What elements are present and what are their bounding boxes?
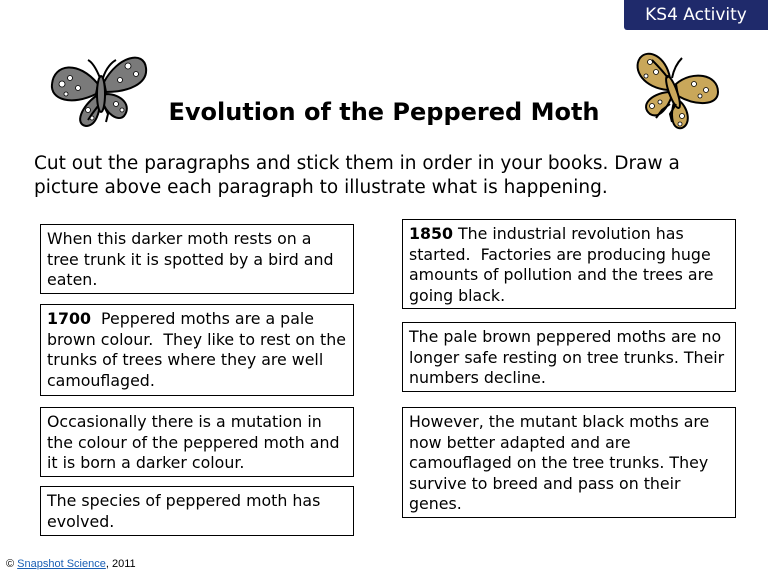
card-mutant-adapted: [402, 407, 736, 518]
card-pale-not-safe: [402, 322, 736, 392]
page-title: Evolution of the Peppered Moth: [168, 98, 600, 126]
activity-badge: KS4 Activity: [624, 0, 768, 30]
card-text: The pale brown peppered moths are no longer safe resting on tree trunks. Their numbers decline.: [409, 327, 725, 387]
snapshot-science-link[interactable]: Snapshot Science: [17, 558, 106, 570]
copyright-footer: [6, 558, 136, 570]
card-text: Occasionally there is a mutation in the colour of the peppered moth and it is born a darker colour.: [47, 412, 340, 472]
card-darker-moth: [40, 224, 354, 294]
pale-moth-icon: [622, 44, 722, 134]
card-text: When this darker moth rests on a tree trunk it is spotted by a bird and eaten.: [47, 229, 334, 289]
copyright-prefix: ©: [6, 558, 18, 570]
card-year: 1850: [409, 224, 453, 243]
card-evolved: [40, 486, 354, 536]
card-text: However, the mutant black moths are now better adapted and are camouflaged on the tree trunks. They survive to breed and pass on their genes.: [409, 412, 710, 513]
card-mutation: [40, 407, 354, 477]
card-text: The species of peppered moth has evolved.: [47, 491, 321, 531]
card-text: The industrial revolution has started. Factories are producing huge amounts of pollution and the trees are going black.: [409, 224, 719, 305]
copyright-suffix: , 2011: [105, 558, 136, 570]
card-1700: [40, 304, 354, 396]
card-text: Peppered moths are a pale brown colour. They like to rest on the trunks of trees where they are well camouflaged.: [47, 309, 352, 390]
card-1850: [402, 219, 736, 309]
instructions-text: Cut out the paragraphs and stick them in order in your books. Draw a picture above each paragraph to illustrate what is happening.: [34, 153, 680, 198]
card-year: 1700: [47, 309, 91, 328]
